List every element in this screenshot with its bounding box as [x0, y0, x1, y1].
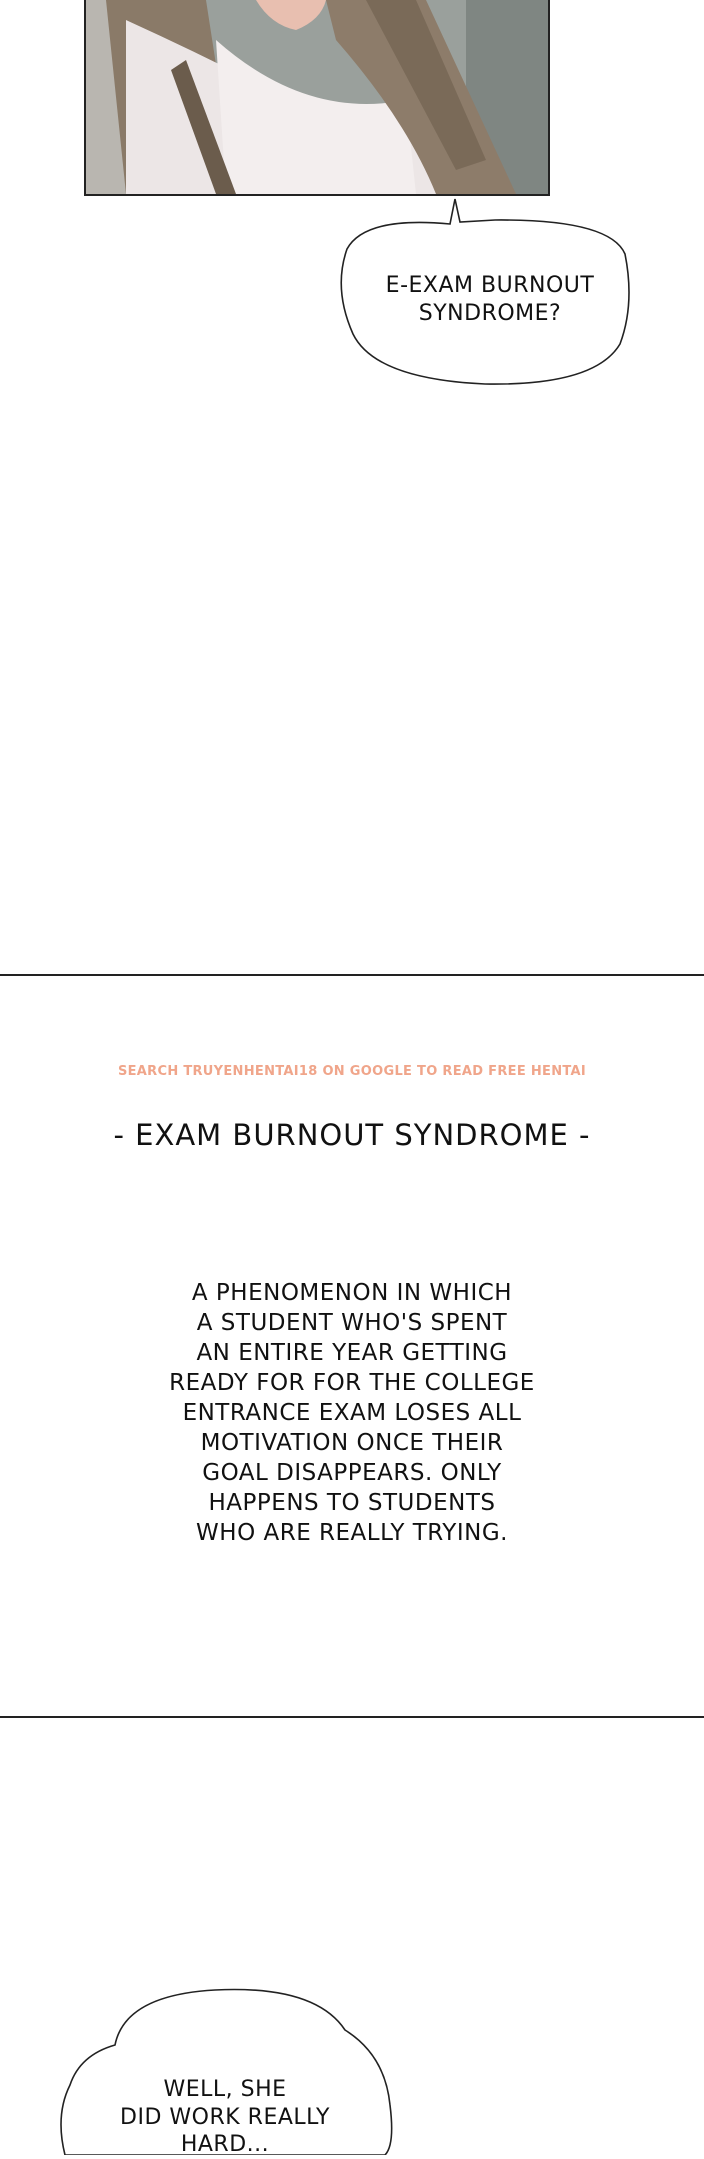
definition-line: AN ENTIRE YEAR GETTING: [196, 1340, 508, 1366]
section-title: - EXAM BURNOUT SYNDROME -: [113, 1118, 591, 1152]
speech-bubble-1-text: [350, 272, 630, 327]
bubble1-line-2: SYNDROME?: [418, 300, 562, 326]
bubble2-line-3: HARD...: [180, 2132, 270, 2157]
definition-line: HAPPENS TO STUDENTS: [208, 1490, 496, 1516]
definition-line: ENTRANCE EXAM LOSES ALL: [182, 1400, 522, 1426]
comic-panel-top: [84, 0, 550, 196]
panel-divider-top: [0, 974, 704, 976]
definition-line: A STUDENT WHO'S SPENT: [196, 1310, 508, 1336]
comic-artwork: [86, 0, 548, 194]
bubble2-line-1: WELL, SHE: [163, 2077, 287, 2102]
panel-divider-bottom: [0, 1716, 704, 1718]
speech-bubble-2-text: [90, 2076, 360, 2159]
bubble2-line-2: DID WORK REALLY: [120, 2104, 330, 2130]
definition-line: A PHENOMENON IN WHICH: [191, 1280, 513, 1306]
watermark-text: SEARCH TRUYENHENTAI18 ON GOOGLE TO READ FREE HENTAI: [117, 1064, 587, 1079]
definition-line: MOTIVATION ONCE THEIR: [200, 1430, 504, 1456]
definition-line: GOAL DISAPPEARS. ONLY: [202, 1460, 502, 1486]
definition-text: [132, 1278, 572, 1548]
definition-line: READY FOR FOR THE COLLEGE: [169, 1370, 535, 1396]
definition-line: WHO ARE REALLY TRYING.: [196, 1520, 508, 1546]
bubble1-line-1: E-EXAM BURNOUT: [385, 273, 595, 298]
